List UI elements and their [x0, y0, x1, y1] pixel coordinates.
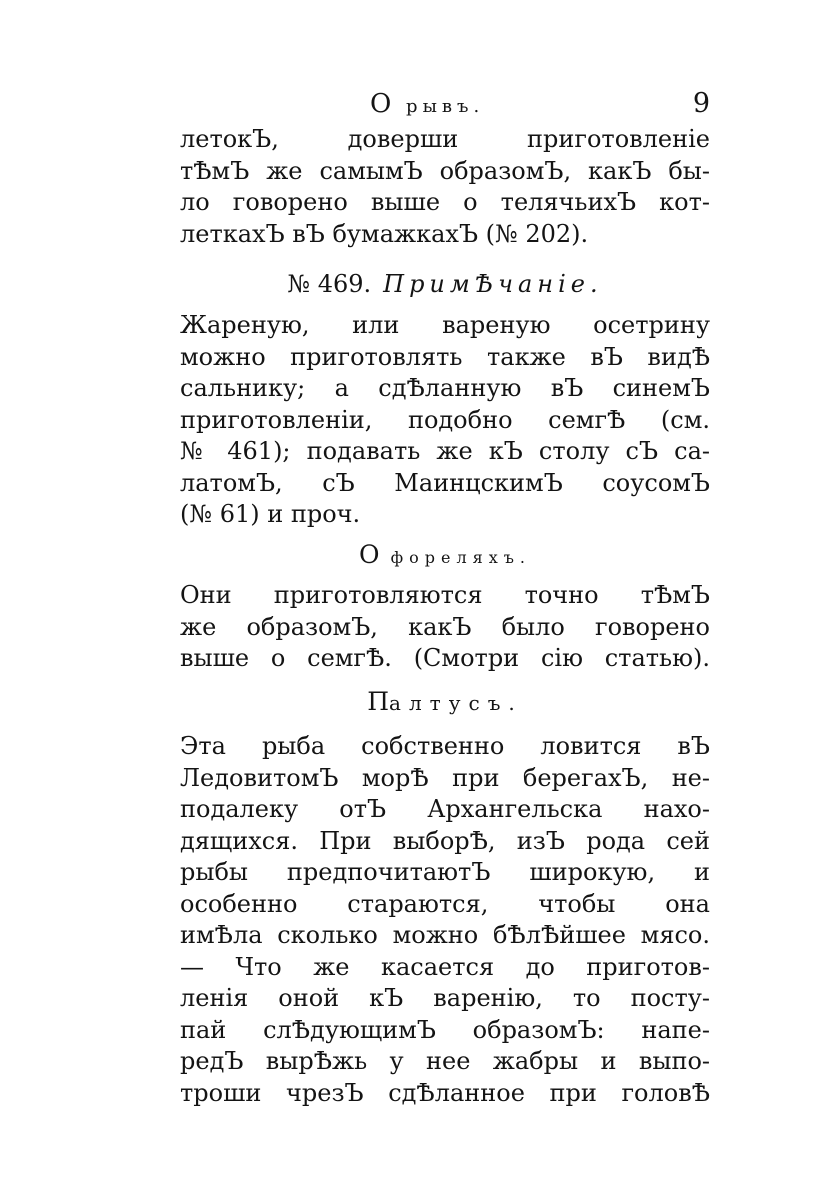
text-line: выше о семгѢ. (Смотри сiю статью).	[180, 644, 710, 672]
section-heading-forel	[180, 533, 710, 577]
section-heading-rest: фореляхъ.	[379, 548, 531, 567]
text-line: особенно стараются, чтобы она	[180, 889, 710, 918]
running-title-rest: рывъ.	[395, 96, 485, 117]
running-title-initial: О	[370, 89, 396, 119]
text-line: тѢмЪ же самымЪ образомЪ, какЪ бы-	[180, 156, 710, 185]
paragraph-forel	[180, 580, 710, 675]
text-line: имѢла сколько можно бѢлѢйшее мясо.	[180, 921, 710, 949]
text-line: леткахЪ вЪ бумажкахЪ (№ 202).	[180, 219, 589, 248]
note-number: № 469.	[287, 270, 372, 298]
note-heading	[180, 262, 710, 306]
text-line: — Что же касается до приготов-	[180, 952, 710, 981]
text-line: троши чрезЪ сдѢланное при головѢ	[180, 1078, 710, 1107]
text-line: ленiя оной кЪ варенiю, то посту-	[180, 984, 710, 1012]
text-line: (№ 61) и проч.	[180, 500, 361, 528]
text-line: ло говорено выше о телячьихЪ кот-	[180, 188, 710, 216]
text-line: № 461); подавать же кЪ столу сЪ са-	[180, 437, 710, 465]
paragraph-continuation	[180, 124, 710, 250]
page-number: 9	[692, 88, 710, 119]
text-line: сальнику; а сдѢланную вЪ синемЪ	[180, 374, 710, 402]
text-line: редЪ вырѢжь у нее жабры и выпо-	[180, 1047, 710, 1075]
note-title: ПримѢчанiе.	[383, 270, 603, 298]
text-line: ЛедовитомЪ морѢ при берегахЪ, не-	[180, 763, 710, 792]
text-line: рыбы предпочитаютЪ широкую, и	[180, 858, 710, 886]
text-line: Они приготовляются точно тѢмЪ	[180, 581, 710, 609]
text-line: дящихся. При выборѢ, изЪ рода сей	[180, 826, 710, 855]
section-heading-rest: алтусъ.	[389, 691, 523, 715]
text-line: приготовленiи, подобно семгѢ (см.	[180, 405, 710, 434]
paragraph-note	[180, 310, 710, 531]
text-line: латомЪ, сЪ МаинцскимЪ соусомЪ	[180, 468, 710, 497]
text-line: подалеку отЪ Архангельска нахо-	[180, 795, 710, 823]
section-heading-paltus	[180, 680, 710, 724]
text-line: Эта рыба собственно ловится вЪ	[180, 732, 710, 760]
text-line: летокЪ, доверши приготовленiе	[180, 125, 710, 153]
text-line: же образомЪ, какЪ было говорено	[180, 612, 710, 641]
section-heading-initial: П	[367, 687, 390, 716]
running-title	[370, 84, 484, 127]
text-line: можно приготовлять также вЪ видѢ	[180, 342, 710, 371]
paragraph-paltus	[180, 731, 710, 1109]
page-header	[180, 84, 710, 124]
text-line: пай слѢдующимЪ образомЪ: напе-	[180, 1015, 710, 1044]
text-line: Жареную, или вареную осетрину	[180, 311, 710, 339]
section-heading-initial: О	[359, 540, 380, 569]
